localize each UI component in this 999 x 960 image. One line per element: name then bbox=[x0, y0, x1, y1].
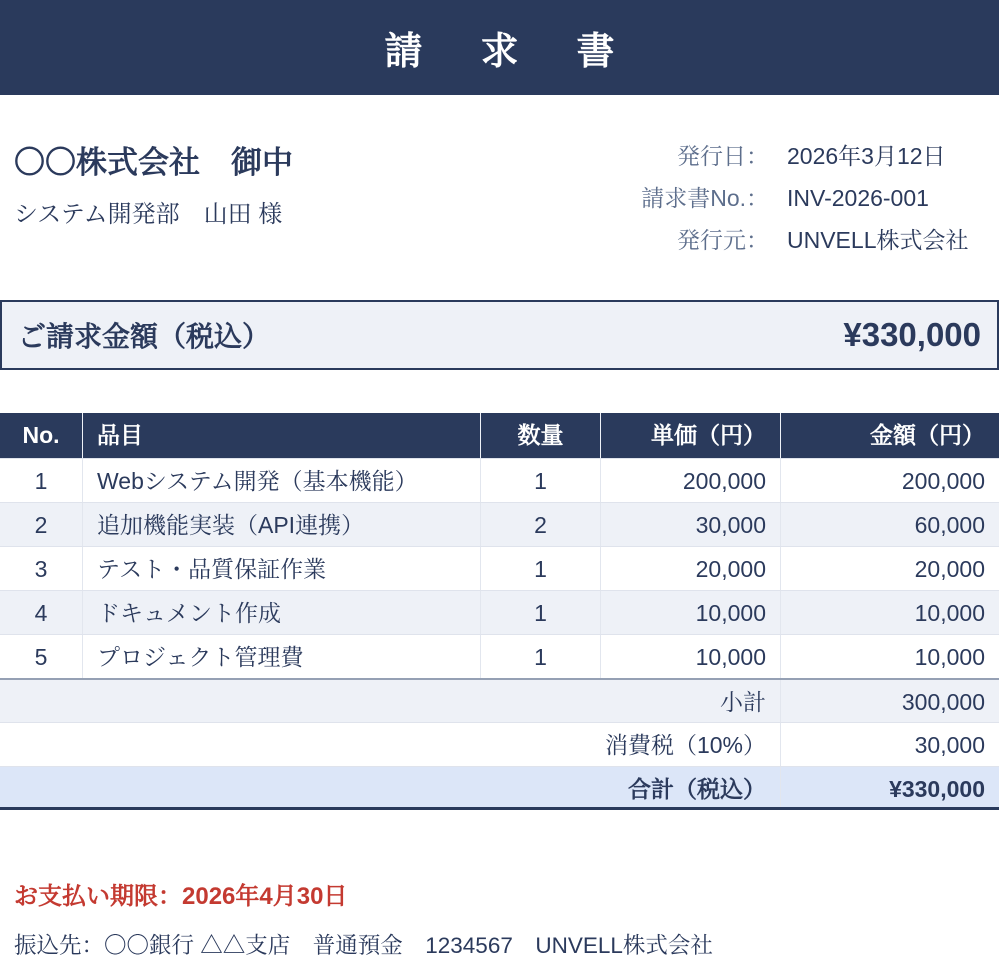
issue-date-value: 2026年3月12日 bbox=[787, 143, 946, 169]
col-header-no: No. bbox=[22, 422, 60, 448]
grand-total-label: 合計（税込） bbox=[628, 776, 766, 802]
cell-no: 2 bbox=[34, 512, 48, 538]
col-header-qty: 数量 bbox=[480, 413, 600, 458]
recipient-block bbox=[14, 135, 293, 261]
summary-row-subtotal bbox=[0, 678, 999, 722]
invoice-header-bar bbox=[0, 0, 999, 95]
invoice-meta-block bbox=[641, 135, 999, 261]
cell-qty: 2 bbox=[480, 503, 600, 546]
cell-no: 1 bbox=[34, 468, 48, 494]
table-row bbox=[0, 458, 999, 502]
total-amount-label: ご請求金額（税込） bbox=[18, 321, 271, 352]
items-table bbox=[0, 413, 999, 810]
footer bbox=[0, 876, 999, 960]
cell-item: 追加機能実装（API連携） bbox=[82, 503, 480, 546]
cell-item: ドキュメント作成 bbox=[82, 591, 480, 634]
recipient-company: 〇〇株式会社 御中 bbox=[14, 145, 293, 180]
cell-amount: 60,000 bbox=[780, 503, 999, 546]
col-header-amount: 金額（円） bbox=[780, 413, 999, 458]
col-header-unit: 単価（円） bbox=[600, 413, 780, 458]
cell-item: テスト・品質保証作業 bbox=[82, 547, 480, 590]
issuer-label: 発行元： bbox=[677, 227, 769, 253]
table-row bbox=[0, 502, 999, 546]
cell-unit: 10,000 bbox=[600, 635, 780, 678]
cell-amount: 20,000 bbox=[780, 547, 999, 590]
cell-no: 3 bbox=[34, 556, 48, 582]
issue-date-label: 発行日： bbox=[677, 143, 769, 169]
total-amount-banner bbox=[0, 300, 999, 370]
subtotal-value: 300,000 bbox=[780, 680, 999, 722]
cell-unit: 10,000 bbox=[600, 591, 780, 634]
total-amount-value: ¥330,000 bbox=[843, 316, 981, 353]
cell-amount: 200,000 bbox=[780, 459, 999, 502]
subtotal-label: 小計 bbox=[720, 689, 766, 715]
cell-unit: 20,000 bbox=[600, 547, 780, 590]
page-title: 請 求 書 bbox=[384, 31, 625, 73]
cell-amount: 10,000 bbox=[780, 635, 999, 678]
cell-item: プロジェクト管理費 bbox=[82, 635, 480, 678]
info-section bbox=[0, 135, 999, 261]
summary-row-total bbox=[0, 766, 999, 810]
payment-due-line: お支払い期限：2026年4月30日 bbox=[14, 883, 348, 910]
tax-label: 消費税（10%） bbox=[604, 732, 766, 758]
cell-qty: 1 bbox=[480, 547, 600, 590]
issuer-value: UNVELL株式会社 bbox=[787, 227, 969, 253]
cell-item: Webシステム開発（基本機能） bbox=[82, 459, 480, 502]
col-header-item: 品目 bbox=[82, 413, 480, 458]
summary-row-tax bbox=[0, 722, 999, 766]
tax-value: 30,000 bbox=[780, 723, 999, 766]
cell-qty: 1 bbox=[480, 635, 600, 678]
grand-total-value: ¥330,000 bbox=[780, 767, 999, 807]
table-row bbox=[0, 634, 999, 678]
invoice-number-label: 請求書No.： bbox=[641, 185, 769, 211]
table-row bbox=[0, 546, 999, 590]
cell-no: 4 bbox=[34, 600, 48, 626]
cell-qty: 1 bbox=[480, 591, 600, 634]
cell-amount: 10,000 bbox=[780, 591, 999, 634]
cell-no: 5 bbox=[34, 644, 48, 670]
recipient-person: システム開発部 山田 様 bbox=[14, 201, 283, 228]
bank-transfer-line: 振込先：〇〇銀行 △△支店 普通預金 1234567 UNVELL株式会社 bbox=[14, 933, 713, 958]
table-header-row bbox=[0, 413, 999, 458]
invoice-number-value: INV-2026-001 bbox=[787, 185, 929, 211]
cell-qty: 1 bbox=[480, 459, 600, 502]
cell-unit: 200,000 bbox=[600, 459, 780, 502]
table-row bbox=[0, 590, 999, 634]
cell-unit: 30,000 bbox=[600, 503, 780, 546]
